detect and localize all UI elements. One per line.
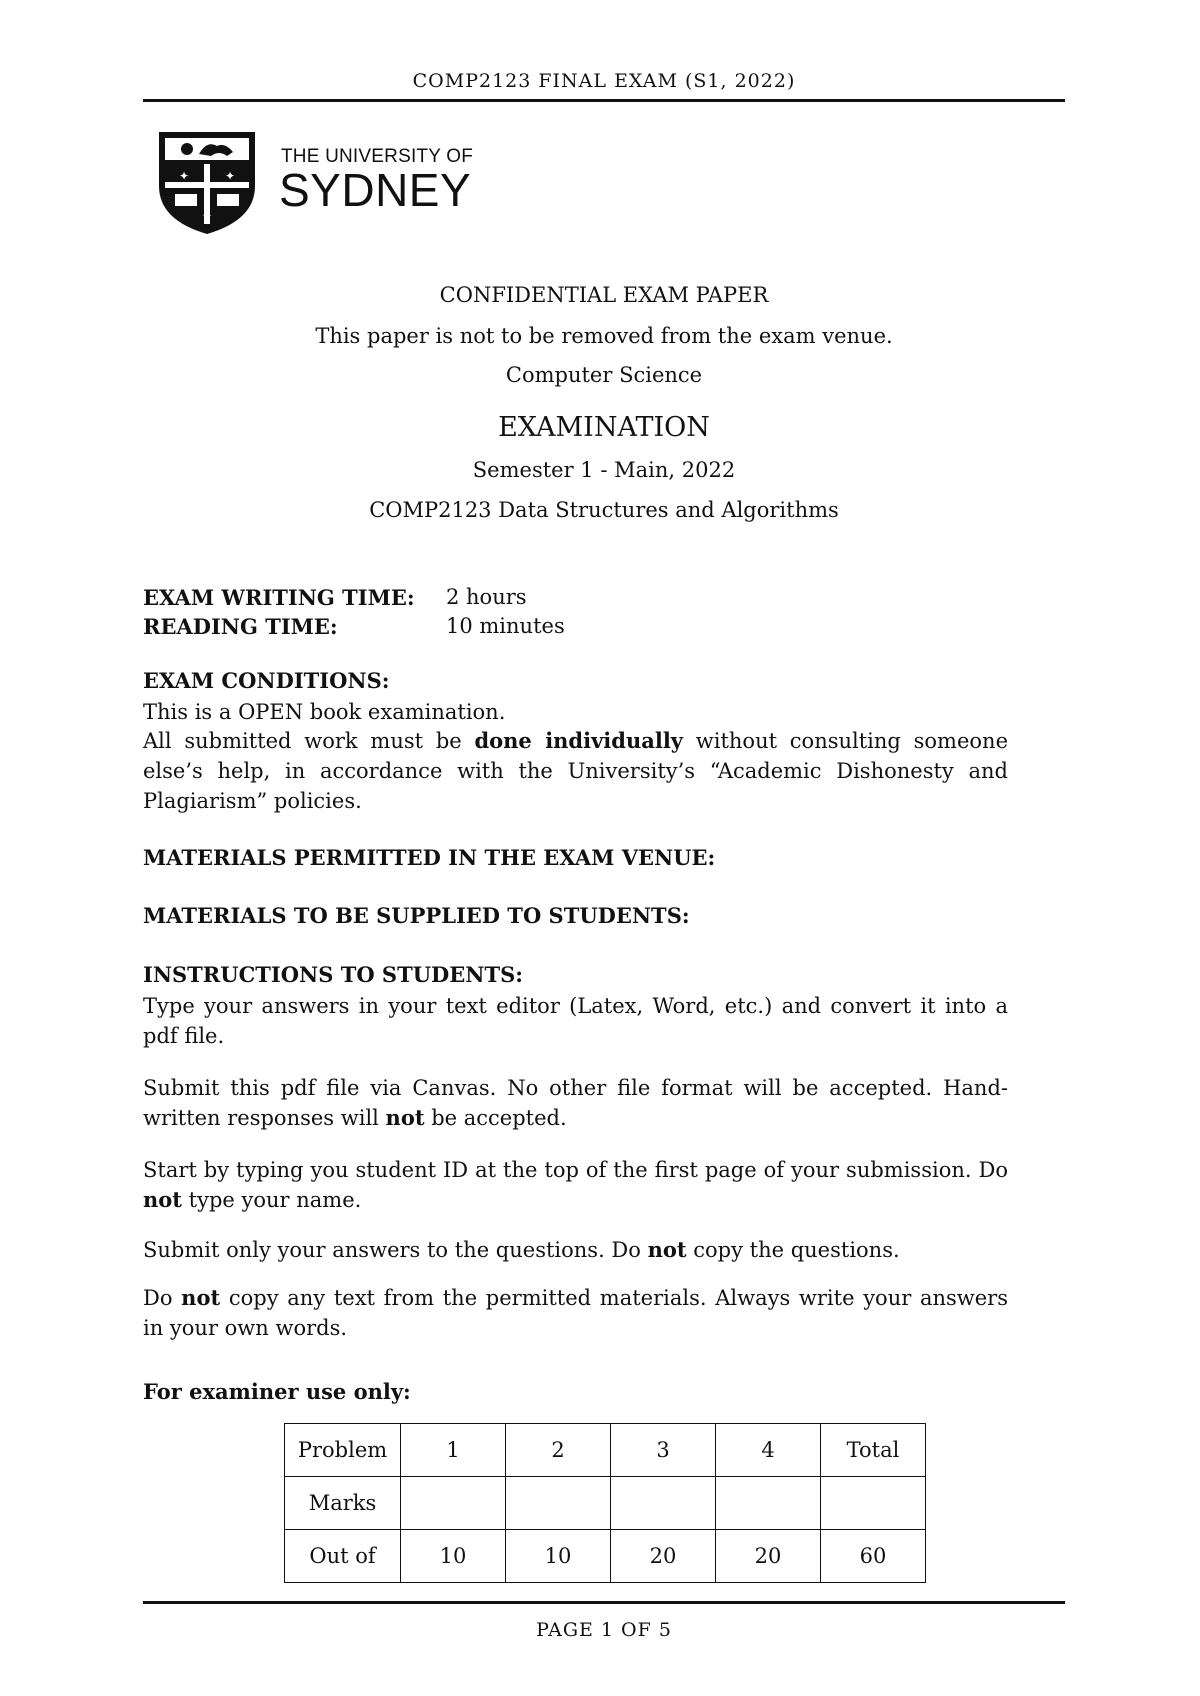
conditions-heading: EXAM CONDITIONS:: [143, 668, 390, 693]
instruction-4-bold: not: [647, 1237, 687, 1262]
instructions-heading: INSTRUCTIONS TO STUDENTS:: [143, 962, 523, 987]
instruction-3: [143, 1155, 1008, 1215]
out-of-cell: 10: [506, 1530, 611, 1583]
confidential-label: CONFIDENTIAL EXAM PAPER: [439, 283, 769, 307]
instruction-3-bold: not: [143, 1187, 182, 1212]
row-label-out-of: Out of: [285, 1530, 401, 1583]
marks-cell: [506, 1477, 611, 1530]
svg-text:✦: ✦: [224, 169, 236, 183]
header-rule: [143, 99, 1065, 102]
instruction-1: Type your answers in your text editor (Latex, Word, etc.) and convert it into a pdf file.: [143, 994, 1008, 1048]
instruction-3-post: type your name.: [181, 1188, 362, 1212]
instruction-5-post: copy any text from the permitted materials. Always write your answers in your own words.: [143, 1286, 1008, 1340]
materials-supplied-heading: MATERIALS TO BE SUPPLIED TO STUDENTS:: [143, 903, 690, 928]
table-row: [285, 1477, 926, 1530]
conditions-text-pre: All submitted work must be: [143, 729, 475, 753]
conditions-text-bold: done individually: [474, 728, 683, 753]
logo-line-1: THE UNIVERSITY OF: [281, 146, 474, 167]
problem-cell: 4: [716, 1424, 821, 1477]
reading-time-label: READING TIME:: [143, 614, 338, 639]
semester: Semester 1 - Main, 2022: [472, 458, 736, 482]
university-crest-icon: [153, 128, 261, 236]
out-of-cell: 60: [821, 1530, 926, 1583]
conditions-line-1: This is a OPEN book examination.: [143, 700, 506, 724]
marks-cell: [716, 1477, 821, 1530]
out-of-cell: 20: [611, 1530, 716, 1583]
examination-title: EXAMINATION: [498, 412, 710, 443]
out-of-cell: 10: [401, 1530, 506, 1583]
instruction-5-pre: Do: [143, 1286, 182, 1310]
writing-time-label: EXAM WRITING TIME:: [143, 585, 415, 610]
out-of-cell: 20: [716, 1530, 821, 1583]
footer-rule: [143, 1601, 1065, 1604]
instruction-2-bold: not: [385, 1105, 425, 1130]
problem-cell: 1: [401, 1424, 506, 1477]
instruction-2-pre: Submit this pdf file via Canvas. No other file format will be accepted. Hand-written responses will: [143, 1076, 1008, 1130]
svg-text:✦: ✦: [201, 209, 213, 223]
instruction-4-post: copy the questions.: [686, 1238, 900, 1262]
page-number: PAGE 1 OF 5: [536, 1619, 672, 1641]
writing-time-value: 2 hours: [446, 585, 527, 609]
instruction-2: [143, 1073, 1008, 1133]
materials-permitted-heading: MATERIALS PERMITTED IN THE EXAM VENUE:: [143, 845, 716, 870]
instruction-4-pre: Submit only your answers to the questions. Do: [143, 1238, 648, 1262]
logo-line-2: SYDNEY: [279, 164, 472, 216]
row-label-problem: Problem: [285, 1424, 401, 1477]
instruction-4: [143, 1235, 1008, 1265]
table-row: [285, 1530, 926, 1583]
marks-cell: [821, 1477, 926, 1530]
reading-time-value: 10 minutes: [446, 614, 565, 638]
instruction-5: [143, 1283, 1008, 1343]
instruction-5-bold: not: [181, 1285, 221, 1310]
problem-cell: 3: [611, 1424, 716, 1477]
examiner-heading: For examiner use only:: [143, 1379, 411, 1404]
row-label-marks: Marks: [285, 1477, 401, 1530]
department: Computer Science: [505, 363, 703, 387]
problem-cell: 2: [506, 1424, 611, 1477]
table-row: [285, 1424, 926, 1477]
marks-cell: [611, 1477, 716, 1530]
not-removed-notice: This paper is not to be removed from the exam venue.: [315, 324, 893, 348]
marks-table: [284, 1423, 926, 1583]
instruction-2-post: be accepted.: [424, 1106, 567, 1130]
conditions-text-post: without consulting someone else’s help, in accordance with the University’s “Academic Dishonesty and Plagiarism” policies.: [143, 729, 1008, 813]
conditions-paragraph: [143, 726, 1008, 816]
course-title: COMP2123 Data Structures and Algorithms: [369, 498, 839, 522]
marks-cell: [401, 1477, 506, 1530]
instruction-3-pre: Start by typing you student ID at the top of the first page of your submission. Do: [143, 1158, 1008, 1182]
problem-cell: Total: [821, 1424, 926, 1477]
svg-text:✦: ✦: [178, 169, 190, 183]
running-header: COMP2123 FINAL EXAM (S1, 2022): [412, 70, 796, 92]
